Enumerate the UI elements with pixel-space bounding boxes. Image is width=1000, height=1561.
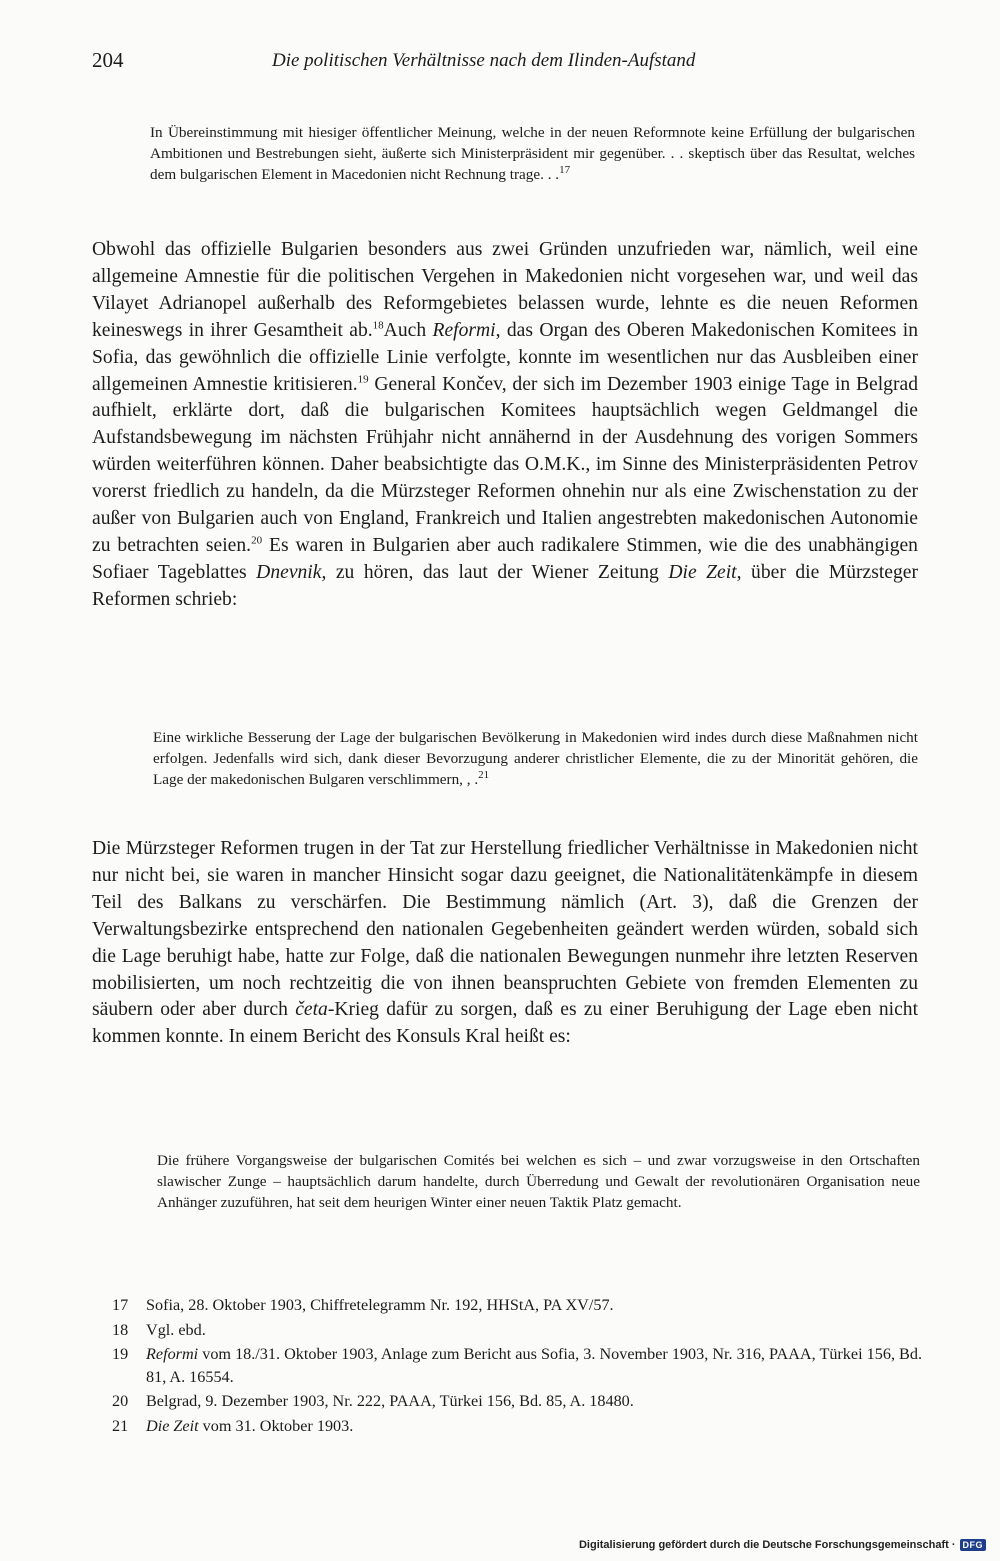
- footnote: [112, 1343, 922, 1388]
- footnote-number: 18: [112, 1320, 129, 1339]
- footnote-text: [146, 1417, 353, 1435]
- footnote: [112, 1415, 922, 1438]
- text-run: -Krieg dafür zu sorgen, daß es zu einer Beruhigung der Lage eben nicht kommen konnte. In einem Bericht des Konsuls Kral heißt es:: [92, 999, 919, 1048]
- footnote-text: [146, 1345, 922, 1386]
- footnote: [112, 1390, 922, 1413]
- footnote-text: [146, 1392, 634, 1410]
- text-run: Sofia, 28. Oktober 1903, Chiffretelegramm Nr. 192, HHStA, PA XV/57.: [146, 1296, 614, 1314]
- italic-text: četa: [295, 999, 328, 1021]
- block-quote: [153, 727, 918, 790]
- footnote-number: 21: [112, 1416, 129, 1435]
- text-run: Es waren in Bulgarien aber auch radikalere Stimmen, wie die des unabhängigen Sofiaer Tageblattes: [92, 534, 918, 583]
- text-run: Obwohl das offizielle Bulgarien besonders aus zwei Gründen unzufrieden war, nämlich, weil eine allgemeine Amnestie für die politischen Vergehen in Makedonien nicht vorgesehen war, und weil das Vilayet Adrianopel außerhalb des Reformgebietes belassen wurde, lehnte es die neuen Reformen keineswegs in ihrer Gesamtheit ab.: [92, 239, 918, 341]
- quote-text: Die frühere Vorgangsweise der bulgarischen Comités bei welchen es sich – und zwar vorzugsweise in den Ortschaften slawischer Zunge – hauptsächlich darum handelte, durch Überredung und Gewalt der revolutionären Organisation neue Anhänger zuzuführen, hat seit dem heurigen Winter einer neuen Taktik Platz gemacht.: [157, 1152, 920, 1211]
- italic-text: Reformi: [146, 1345, 199, 1364]
- footnote-number: 19: [112, 1345, 129, 1364]
- page-header: [92, 48, 782, 78]
- running-title: Die politischen Verhältnisse nach dem Ilinden-Aufstand: [272, 50, 696, 71]
- text-run: vom 18./31. Oktober 1903, Anlage zum Bericht aus Sofia, 3. November 1903, Nr. 316, PAAA, Türkei 156, Bd. 81, A. 16554.: [146, 1345, 922, 1386]
- italic-text: Dnevnik: [256, 561, 322, 583]
- text-run: Die Mürzsteger Reformen trugen in der Tat zur Herstellung friedlicher Verhältnisse in Makedonien nicht nur nicht bei, sie waren in mancher Hinsicht sogar dazu geeignet, die Nationalitätenkämpfe in diesem Teil des Balkans zu verschärfen. Die Bestimmung nämlich (Art. 3), daß die Grenzen der Verwaltungsbezirke entsprechend den nationalen Gegebenheiten geändert werden würden, sobald sich die Lage beruhigt habe, hatte zur Folge, daß die nationalen Bewegungen nunmehr ihre letzten Reserven mobilisierten, um noch rechtzeitig die von ihnen beanspruchten Gebiete von fremden Elementen zu säubern oder aber durch: [92, 838, 918, 1021]
- footnote-number: 20: [112, 1392, 129, 1411]
- footnote-ref: 21: [478, 768, 490, 781]
- italic-text: Die Zeit: [668, 561, 737, 583]
- digitization-credit: [579, 1539, 986, 1551]
- footnote-ref: 17: [559, 163, 571, 176]
- footnote-ref: 20: [251, 534, 263, 547]
- quote-text: Eine wirkliche Besserung der Lage der bulgarischen Bevölkerung in Makedonien wird indes durch diese Maßnahmen nicht erfolgen. Jedenfalls wird sich, dank dieser Bevorzugung anderer christlicher Elemente, die zu der Minorität gehören, die Lage der makedonischen Bulgaren verschlimmern, , .: [153, 729, 918, 788]
- text-run: , das Organ des Oberen Makedonischen Komitees in Sofia, das gewöhnlich die offizielle Linie verfolgte, konnte im wesentlichen nur das Ausbleiben einer allgemeinen Amnestie kritisieren.: [92, 319, 918, 395]
- text-run: , zu hören, das laut der Wiener Zeitung: [321, 561, 669, 583]
- block-quote: [150, 122, 915, 185]
- body-paragraph: [92, 237, 918, 614]
- text-run: General Končev, der sich im Dezember 1903 einige Tage in Belgrad aufhielt, erklärte dort, daß die bulgarischen Komitees hauptsächlich wegen Geldmangel die Aufstandsbewegung im nächsten Frühjahr nicht annähernd in der Ausdehnung des vorigen Sommers würden weiterführen können. Daher beabsichtigte das O.M.K., im Sinne des Ministerpräsidenten Petrov vorerst friedlich zu handeln, da die Mürzsteger Reformen ohnehin nur als eine Zwischenstation zu der außer von Bulgarien auch von England, Frankreich und Italien angestrebten makedonischen Autonomie zu betrachten seien.: [92, 373, 918, 556]
- footnote-ref: 18: [372, 319, 384, 332]
- footnote: [112, 1294, 922, 1317]
- footnote-ref: 19: [357, 373, 369, 385]
- quote-text: In Übereinstimmung mit hiesiger öffentlicher Meinung, welche in der neuen Reformnote keine Erfüllung der bulgarischen Ambitionen und Bestrebungen sieht, äußerte sich Ministerpräsident mir gegenüber. . . skeptisch über das Resultat, welches dem bulgarischen Element in Macedonien nicht Rechnung trage. . .: [150, 124, 915, 183]
- block-quote: [157, 1150, 920, 1213]
- text-run: vom 31. Oktober 1903.: [198, 1416, 354, 1435]
- text-run: , über die Mürzsteger Reformen schrieb:: [92, 561, 919, 610]
- footnote-text: [146, 1296, 614, 1314]
- text-run: Vgl. ebd.: [146, 1320, 206, 1339]
- footnote-number: 17: [112, 1296, 129, 1314]
- dfg-logo-icon: DFG: [960, 1539, 987, 1551]
- body-paragraph: [92, 836, 918, 1051]
- footnote: [112, 1319, 922, 1342]
- text-run: Auch: [383, 319, 433, 341]
- footnote-text: [146, 1321, 206, 1339]
- text-run: Belgrad, 9. Dezember 1903, Nr. 222, PAAA, Türkei 156, Bd. 85, A. 18480.: [146, 1392, 634, 1411]
- credit-text: Digitalisierung gefördert durch die Deutsche Forschungsgemeinschaft ·: [578, 1539, 956, 1551]
- footnotes: [112, 1294, 922, 1440]
- italic-text: Die Zeit: [146, 1416, 199, 1435]
- page-number: 204: [92, 48, 124, 72]
- italic-text: Reformi: [432, 319, 496, 341]
